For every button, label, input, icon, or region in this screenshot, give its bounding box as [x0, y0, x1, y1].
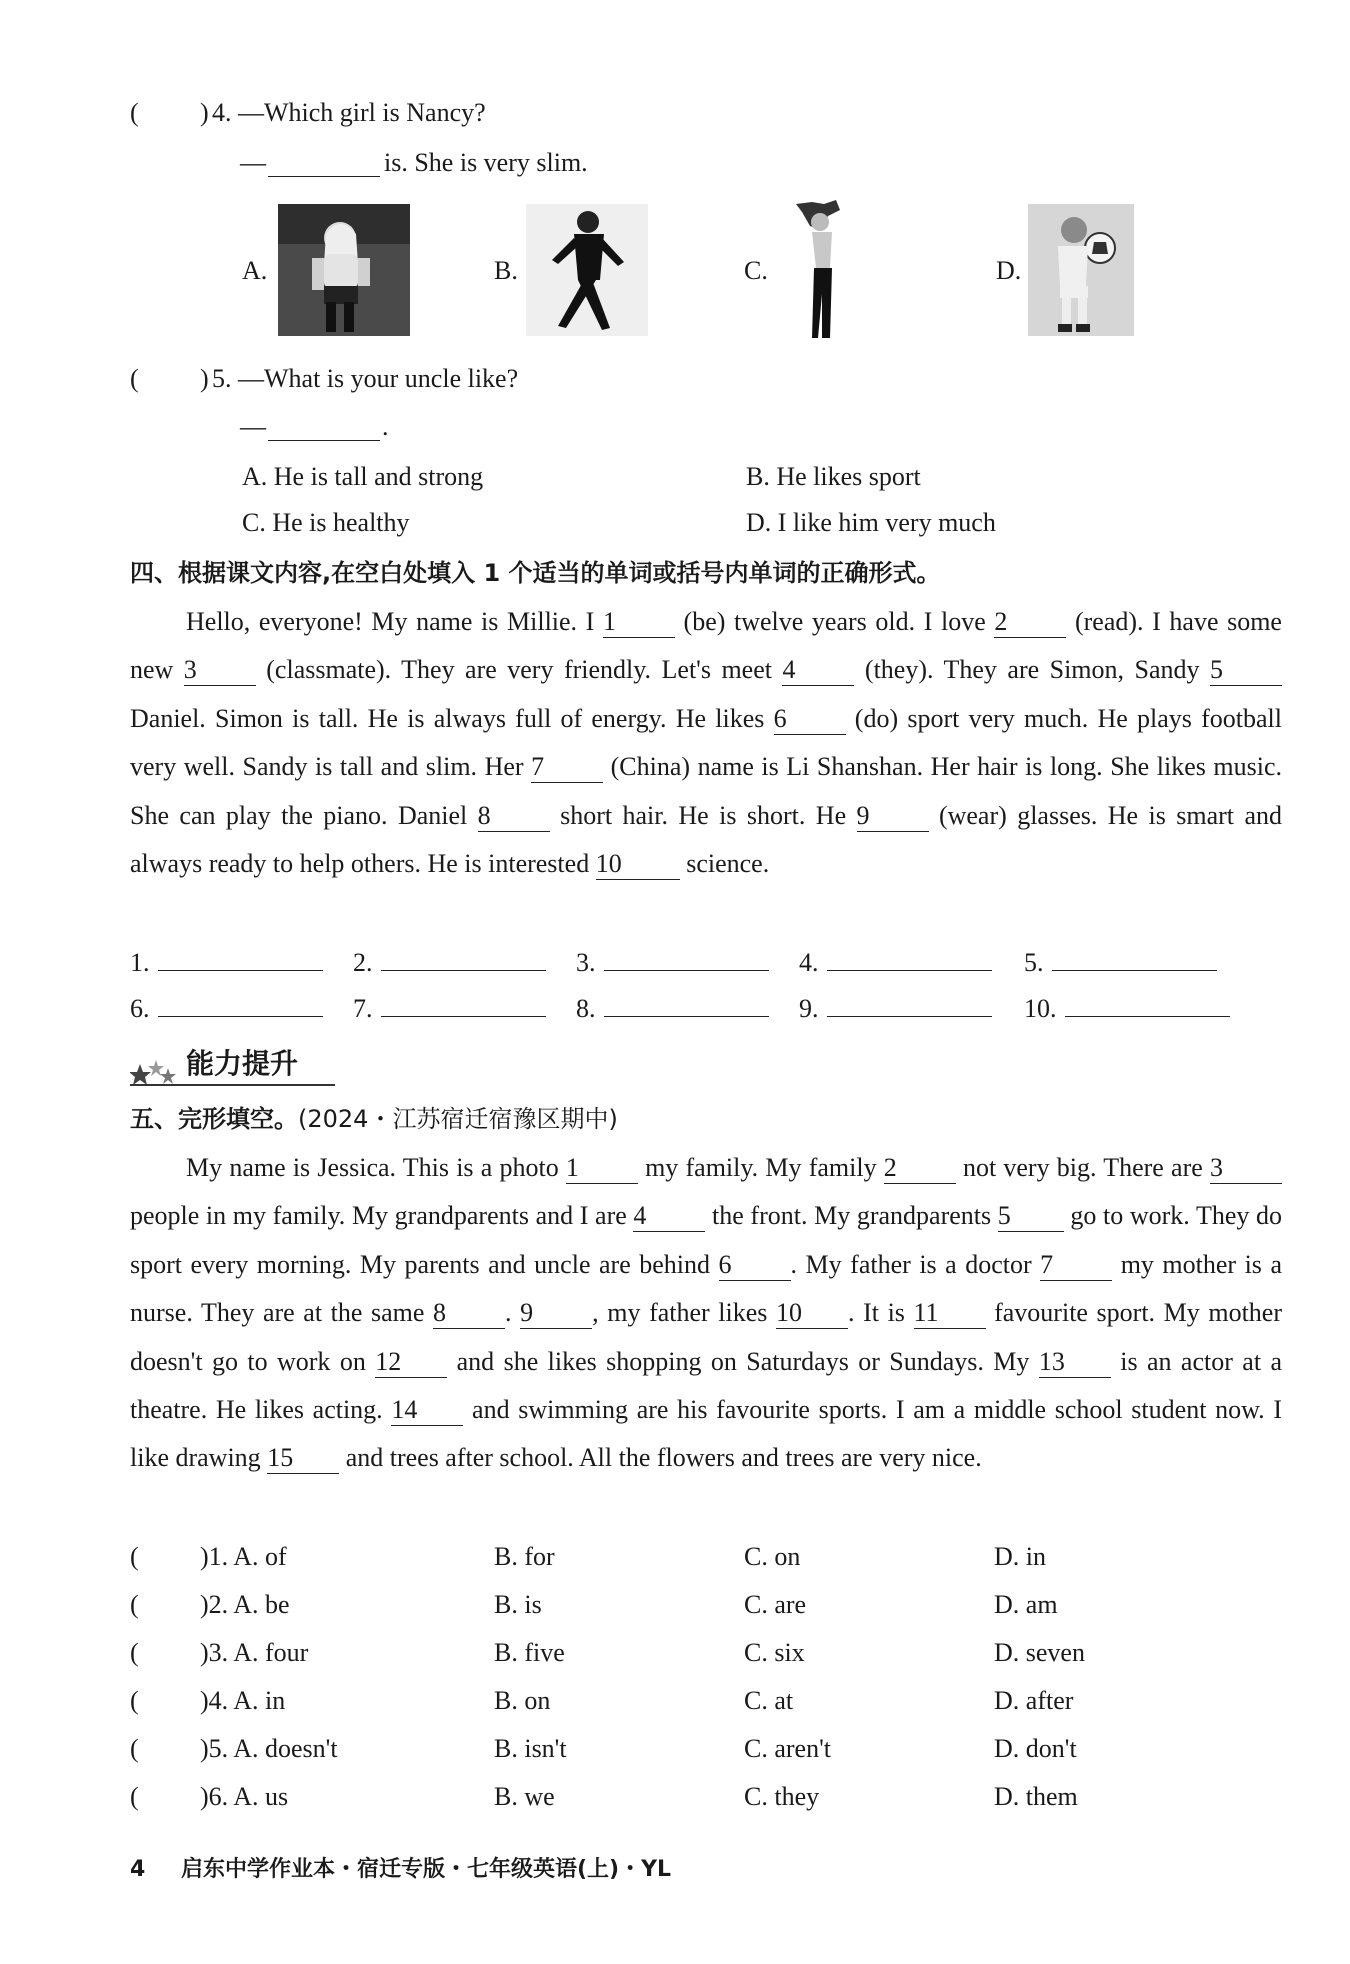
section-4-heading: 四、根据课文内容,在空白处填入 1 个适当的单词或括号内单词的正确形式。: [130, 559, 941, 587]
answer-paren-open[interactable]: (: [130, 1782, 139, 1811]
answer-line[interactable]: 3.: [576, 944, 769, 980]
answer-line[interactable]: 10.: [1024, 990, 1230, 1026]
answer-dash: —: [240, 412, 266, 441]
section-5-source: (2024・江苏宿迁宿豫区期中): [298, 1105, 618, 1133]
slim-girl-photo-icon[interactable]: [782, 198, 854, 344]
passage-blank[interactable]: 2: [884, 1153, 956, 1184]
option-d[interactable]: D. I like him very much: [746, 508, 996, 537]
answer-line[interactable]: 4.: [799, 944, 992, 980]
passage-blank[interactable]: 1: [566, 1153, 638, 1184]
passage-blank[interactable]: 5: [998, 1201, 1064, 1232]
page-number: 4: [130, 1857, 146, 1882]
question-number: 4.: [212, 98, 232, 127]
answer-paren-open[interactable]: (: [130, 1638, 139, 1667]
passage-blank[interactable]: 1: [603, 607, 675, 638]
dancer-man-photo-icon[interactable]: [526, 204, 648, 336]
passage-blank[interactable]: 6: [719, 1250, 791, 1281]
answer-paren-open[interactable]: (: [130, 1590, 139, 1619]
section-5-heading: 五、完形填空。(2024・江苏宿迁宿豫区期中): [130, 1105, 618, 1133]
passage-blank[interactable]: 15: [267, 1443, 339, 1474]
question-text: —What is your uncle like?: [238, 364, 519, 393]
worksheet-page: ( ) 4. —Which girl is Nancy? — is. She is very slim. A. B. C. D. ( ) 5. —What is your uncle like? — . A. He is tall and strong B. He likes sport C. He is healthy D. I like him very much 四、根据课文内容,在空白处填入 1 个适当的单词或括号内单词的正确形式。 Hello, everyone! My name is Millie. I 1 (be) twelve years old. I love 2 (read). I have some new 3 (classmate). They are very friendly. Let's meet 4 (they). They are Simon, Sandy 5 Daniel. Simon is tall. He is always full of energy. He likes 6 (do) sport very much. He plays football very well. Sandy is tall and slim. Her 7 (China) name is Li Shanshan. Her hair is long. She likes music. She can play the piano. Daniel 8 short hair. He is short. He 9 (wear) glasses. He is smart and always ready to help others. He is interested 10 science. 1. 2. 3. 4. 5. 6. 7. 8. 9. 10. 能力提升 五、完形填空。(2024・江苏宿迁宿豫区期中) My name is Jessica. This is a photo 1 my family. My family 2 not very big. There are 3 people in my family. My grandparents and I are 4 the front. My grandparents 5 go to work. They do sport every morning. My parents and uncle are behind 6 . My father is a doctor 7 my mother is a nurse. They are at the same 8 . 9 , my father likes 10 . It is 11 favourite sport. My mother doesn't go to work on 12 and she likes shopping on Saturdays or Sundays. My 13 is an actor at a theatre. He likes acting. 14 and swimming are his favourite sports. I am a middle school student now. I like drawing 15 and trees after school. All the flowers and trees are very nice. ( )1. A. of B. for C. on D. in ( )2. A. be B. is C. are D. am ( )3. A. four B. five C. six D. seven ( )4. A. in B. on C. at D. after ( )5. A. doesn't B. isn't C. aren't D. don't ( )6. A. us B. we C. they D. them 4 启东中学作业本・宿迁专版・七年级英语(上)・YL: [130, 98, 1283, 1882]
banner-title: 能力提升: [186, 1047, 299, 1080]
passage-blank[interactable]: 8: [478, 801, 550, 832]
passage-blank[interactable]: 14: [391, 1395, 463, 1426]
answer-paren-open[interactable]: (: [130, 1734, 139, 1763]
passage-blank[interactable]: 5: [1210, 655, 1282, 686]
page-footer: [130, 1852, 671, 1883]
passage-blank[interactable]: 6: [774, 704, 846, 735]
passage-blank[interactable]: 13: [1039, 1347, 1111, 1378]
answer-paren-open[interactable]: (: [130, 1542, 139, 1571]
passage-blank[interactable]: 7: [531, 752, 603, 783]
answer-line[interactable]: 8.: [576, 990, 769, 1026]
passage-blank[interactable]: 4: [633, 1201, 705, 1232]
answer-line[interactable]: 1.: [130, 944, 323, 980]
passage-blank[interactable]: 12: [375, 1347, 447, 1378]
option-c[interactable]: C. He is healthy: [242, 508, 410, 537]
ability-banner: [130, 1046, 340, 1086]
boy-with-ball-photo-icon[interactable]: [1028, 204, 1134, 336]
section-5-passage: My name is Jessica. This is a photo 1 my family. My family 2 not very big. There are 3 people in my family. My grandparents and I are 4 the front. My grandparents 5 go to work. They do sport every morning. My parents and uncle are behind 6 . My father is a doctor 7 my mother is a nurse. They are at the same 8 . 9 , my father likes 10 . It is 11 favourite sport. My mother doesn't go to work on 12 and she likes shopping on Saturdays or Sundays. My 13 is an actor at a theatre. He likes acting. 14 and swimming are his favourite sports. I am a middle school student now. I like drawing 15 and trees after school. All the flowers and trees are very nice.: [130, 1153, 1283, 1473]
answer-line[interactable]: 5.: [1024, 944, 1217, 980]
answer-line[interactable]: 2.: [353, 944, 546, 980]
answer-line[interactable]: 7.: [353, 990, 546, 1026]
answer-paren-open[interactable]: (: [130, 98, 139, 127]
answer-paren-open[interactable]: (: [130, 1686, 139, 1715]
option-d-letter: D.: [996, 256, 1022, 285]
option-b[interactable]: B. He likes sport: [746, 462, 921, 491]
passage-blank[interactable]: 4: [782, 655, 854, 686]
section-4-passage: Hello, everyone! My name is Millie. I 1 (be) twelve years old. I love 2 (read). I have some new 3 (classmate). They are very friendly. Let's meet 4 (they). They are Simon, Sandy 5 Daniel. Simon is tall. He is always full of energy. He likes 6 (do) sport very much. He plays football very well. Sandy is tall and slim. Her 7 (China) name is Li Shanshan. Her hair is long. She likes music. She can play the piano. Daniel 8 short hair. He is short. He 9 (wear) glasses. He is smart and always ready to help others. He is interested 10 science.: [130, 607, 1282, 879]
answer-line[interactable]: 9.: [799, 990, 992, 1026]
passage-blank[interactable]: 9: [520, 1298, 592, 1329]
passage-blank[interactable]: 10: [596, 849, 680, 880]
answer-paren-close: ): [200, 98, 209, 127]
passage-blank[interactable]: 10: [776, 1298, 848, 1329]
question-text: —Which girl is Nancy?: [238, 98, 486, 127]
option-b-letter: B.: [494, 256, 518, 285]
passage-blank[interactable]: 7: [1040, 1250, 1112, 1281]
answer-dash: —: [240, 148, 266, 177]
option-a-letter: A.: [242, 256, 268, 285]
girl-photo-icon[interactable]: [278, 204, 410, 336]
passage-blank[interactable]: 3: [184, 655, 256, 686]
answer-suffix: is. She is very slim.: [384, 148, 588, 177]
passage-blank[interactable]: 11: [914, 1298, 986, 1329]
passage-blank[interactable]: 2: [994, 607, 1066, 638]
answer-line[interactable]: 6.: [130, 990, 323, 1026]
answer-suffix: .: [382, 412, 389, 441]
passage-blank[interactable]: 3: [1210, 1153, 1282, 1184]
answer-paren-open[interactable]: (: [130, 364, 139, 393]
answer-paren-close: ): [200, 364, 209, 393]
option-a[interactable]: A. He is tall and strong: [242, 462, 484, 491]
question-number: 5.: [212, 364, 232, 393]
passage-blank[interactable]: 8: [433, 1298, 505, 1329]
passage-blank[interactable]: 9: [857, 801, 929, 832]
option-c-letter: C.: [744, 256, 768, 285]
answer-blank[interactable]: [268, 146, 380, 177]
book-title: 启东中学作业本・宿迁专版・七年级英语(上)・YL: [180, 1857, 672, 1882]
answer-blank[interactable]: [268, 410, 380, 441]
